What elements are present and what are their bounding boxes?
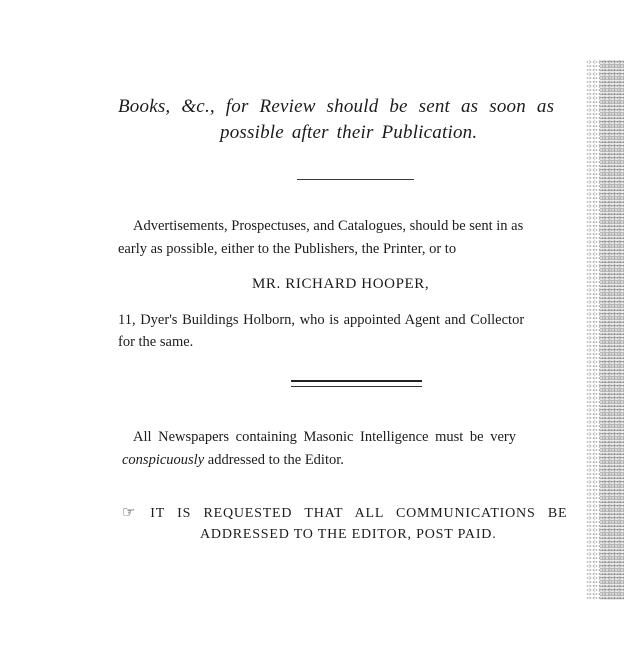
review-notice-heading-line2: possible after their Publication.	[220, 122, 478, 143]
request-line2: ADDRESSED TO THE EDITOR, POST PAID.	[200, 527, 497, 542]
scan-edge-noise-dense	[600, 60, 624, 600]
pointing-hand-icon: ☞	[122, 503, 137, 521]
section-divider-thin	[297, 179, 414, 180]
emphasis-word: conspicuously	[122, 452, 205, 468]
section-divider-double	[291, 380, 422, 387]
newspapers-line1: All Newspapers containing Masonic Intelligence must be very	[133, 429, 516, 445]
agent-address-line2: for the same.	[118, 334, 194, 350]
advertisements-line1: Advertisements, Prospectuses, and Catalogues, should be sent in as	[133, 218, 524, 234]
agent-address-line1: 11, Dyer's Buildings Holborn, who is appointed Agent and Collector	[118, 312, 525, 328]
agent-name: MR. RICHARD HOOPER,	[252, 276, 430, 292]
review-notice-heading-line1: Books, &c., for Review should be sent as soon as	[118, 96, 555, 117]
newspapers-line2	[122, 452, 344, 469]
request-line1	[122, 503, 567, 522]
newspapers-line2-rest: addressed to the Editor.	[204, 452, 344, 468]
request-line1-text: IT IS REQUESTED THAT ALL COMMUNICATIONS BE	[150, 506, 568, 521]
advertisements-line2: early as possible, either to the Publishers, the Printer, or to	[118, 241, 457, 257]
